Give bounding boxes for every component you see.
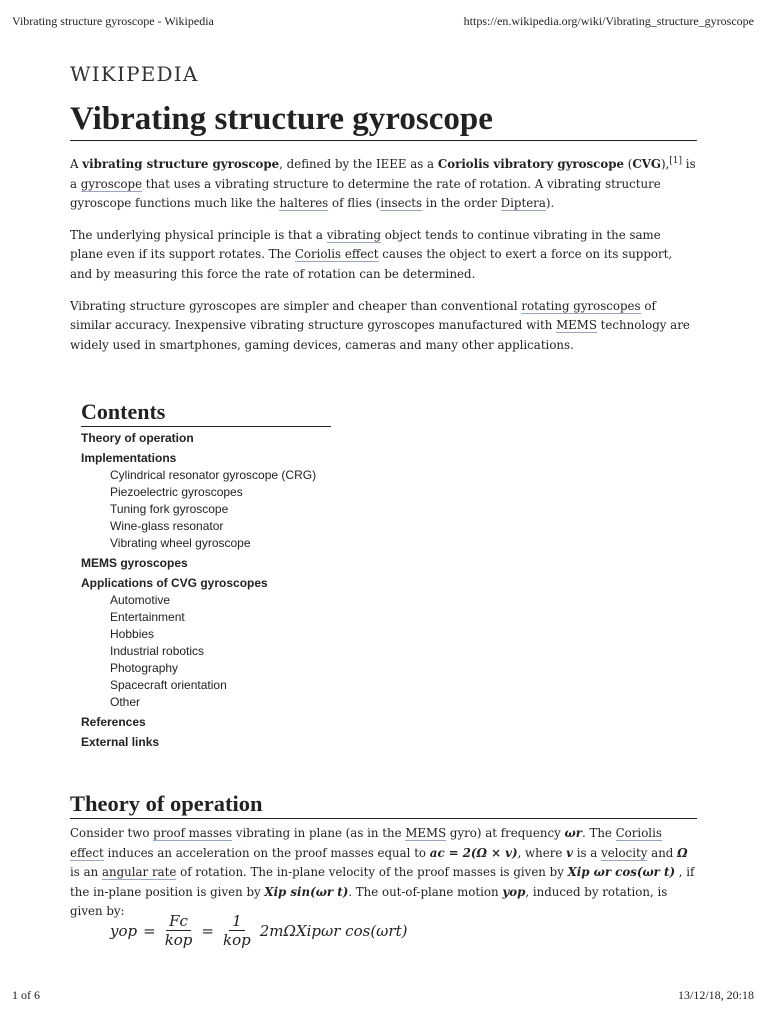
toc-item[interactable]: MEMS gyroscopes bbox=[81, 556, 188, 570]
fraction-1-kop bbox=[220, 912, 254, 949]
toc-item[interactable]: Implementations bbox=[81, 451, 177, 465]
fraction-denominator: kop bbox=[223, 931, 251, 949]
toc-subitem[interactable]: Entertainment bbox=[110, 610, 185, 624]
math-position-expr: Xip sin(ωr t) bbox=[264, 884, 349, 899]
intro-paragraph-3: Vibrating structure gyroscopes are simpler and cheaper than conventional rotating gyroscopes of similar accuracy. Inexpensive vibrating structure gyroscopes manufactured with MEMS technology are widely used in smartphones, gaming devices, cameras and many other applications. bbox=[70, 298, 690, 352]
toc-subitem[interactable]: Spacecraft orientation bbox=[110, 678, 227, 692]
wikipedia-wordmark: WIKIPEDIA bbox=[70, 62, 199, 86]
toc-subitem[interactable]: Cylindrical resonator gyroscope (CRG) bbox=[110, 468, 317, 482]
link-insects[interactable]: insects bbox=[380, 196, 423, 211]
fraction-numerator: Fc bbox=[166, 912, 191, 931]
toc-subitem[interactable]: Hobbies bbox=[110, 627, 155, 641]
math-omega-r: ωr bbox=[564, 826, 582, 840]
theory-paragraph: Consider two proof masses vibrating in plane (as in the MEMS gyro) at frequency ωr. The Coriolis effect induces an acceleration on the proof masses equal to ac = 2(Ω × v), where v is a velocity and Ω is an angular rate of rotation. The in-plane velocity of the proof masses is given by Xip ωr cos(ωr t) , if the in-plane position is given by Xip sin(ωr t). The out-of-plane motion yop, induced by rotation, is given by: bbox=[70, 826, 695, 919]
toc-subitem[interactable]: Tuning fork gyroscope bbox=[110, 502, 229, 516]
wikipedia-logo[interactable] bbox=[70, 62, 199, 86]
equation-lhs: yop bbox=[110, 921, 138, 940]
article-title: Vibrating structure gyroscope bbox=[70, 98, 697, 141]
toc-item[interactable]: References bbox=[81, 715, 146, 729]
equals-sign: = bbox=[201, 921, 214, 940]
link-rotating-gyroscopes[interactable]: rotating gyroscopes bbox=[521, 298, 641, 313]
toc-subitem[interactable]: Industrial robotics bbox=[110, 644, 205, 658]
bold-term: CVG bbox=[632, 157, 661, 171]
equals-sign: = bbox=[143, 921, 156, 940]
link-coriolis-effect[interactable]: Coriolis effect bbox=[294, 247, 379, 262]
link-velocity[interactable]: velocity bbox=[601, 845, 648, 860]
link-coriolis-effect-2[interactable]: Coriolis effect bbox=[70, 826, 662, 860]
bold-term: vibrating structure gyroscope bbox=[82, 157, 280, 171]
intro-paragraph-1: A vibrating structure gyroscope, defined by the IEEE as a Coriolis vibratory gyroscope (CVG),[1] is a gyroscope that uses a vibrating structure to determine the rate of rotation. A vibrating structure gyroscope functions much like the halteres of flies (insects in the order Diptera). bbox=[70, 156, 696, 211]
toc-list bbox=[81, 430, 331, 751]
link-gyroscope[interactable]: gyroscope bbox=[80, 176, 143, 191]
link-mems[interactable]: MEMS bbox=[556, 318, 597, 333]
toc-title: Contents bbox=[81, 398, 331, 427]
math-omega: Ω bbox=[677, 845, 688, 860]
link-vibrating[interactable]: vibrating bbox=[326, 227, 382, 242]
toc-subitem[interactable]: Vibrating wheel gyroscope bbox=[110, 536, 251, 550]
article-intro bbox=[70, 155, 697, 367]
section-theory-body bbox=[70, 824, 697, 922]
page-url[interactable]: https://en.wikipedia.org/wiki/Vibrating_structure_gyroscope bbox=[463, 14, 754, 28]
page-number: 1 of 6 bbox=[12, 988, 40, 1002]
section-heading-theory: Theory of operation bbox=[70, 790, 697, 819]
toc-item[interactable]: External links bbox=[81, 735, 160, 749]
print-header bbox=[12, 14, 754, 30]
toc-subitem[interactable]: Piezoelectric gyroscopes bbox=[110, 485, 243, 499]
table-of-contents bbox=[81, 398, 331, 751]
fraction-numerator: 1 bbox=[229, 912, 245, 931]
math-v: v bbox=[566, 845, 573, 860]
toc-subitem[interactable]: Wine-glass resonator bbox=[110, 519, 224, 533]
fraction-fc-kop bbox=[162, 912, 196, 949]
toc-item[interactable]: Applications of CVG gyroscopes bbox=[81, 576, 268, 590]
toc-item[interactable]: Theory of operation bbox=[81, 431, 194, 445]
bold-term: Coriolis vibratory gyroscope bbox=[437, 157, 624, 171]
link-halteres[interactable]: halteres bbox=[279, 196, 329, 211]
equation-yop bbox=[110, 912, 407, 949]
math-acceleration: ac = 2(Ω × v) bbox=[429, 845, 518, 860]
link-proof-masses[interactable]: proof masses bbox=[153, 826, 233, 840]
toc-subitem[interactable]: Photography bbox=[110, 661, 179, 675]
toc-subitem[interactable]: Automotive bbox=[110, 593, 171, 607]
fraction-denominator: kop bbox=[164, 931, 193, 949]
page-title-header: Vibrating structure gyroscope - Wikipedia bbox=[12, 14, 214, 28]
math-velocity-expr: Xip ωr cos(ωr t) bbox=[567, 865, 676, 880]
toc-subitem[interactable]: Other bbox=[110, 695, 141, 709]
citation-ref[interactable]: [1] bbox=[669, 156, 683, 167]
equation-rhs-tail: 2mΩXipωr cos(ωrt) bbox=[259, 921, 408, 940]
link-diptera[interactable]: Diptera bbox=[500, 196, 546, 211]
link-mems-2[interactable]: MEMS bbox=[405, 826, 447, 840]
print-timestamp: 13/12/18, 20:18 bbox=[677, 988, 754, 1002]
math-yop: yop bbox=[502, 884, 526, 899]
print-footer bbox=[12, 988, 754, 1004]
link-angular-rate[interactable]: angular rate bbox=[101, 865, 177, 880]
intro-paragraph-2: The underlying physical principle is that a vibrating object tends to continue vibrating in the same plane even if its support rotates. The Coriolis effect causes the object to exert a force on its support, and by measuring this force the rate of rotation can be determined. bbox=[70, 227, 673, 281]
